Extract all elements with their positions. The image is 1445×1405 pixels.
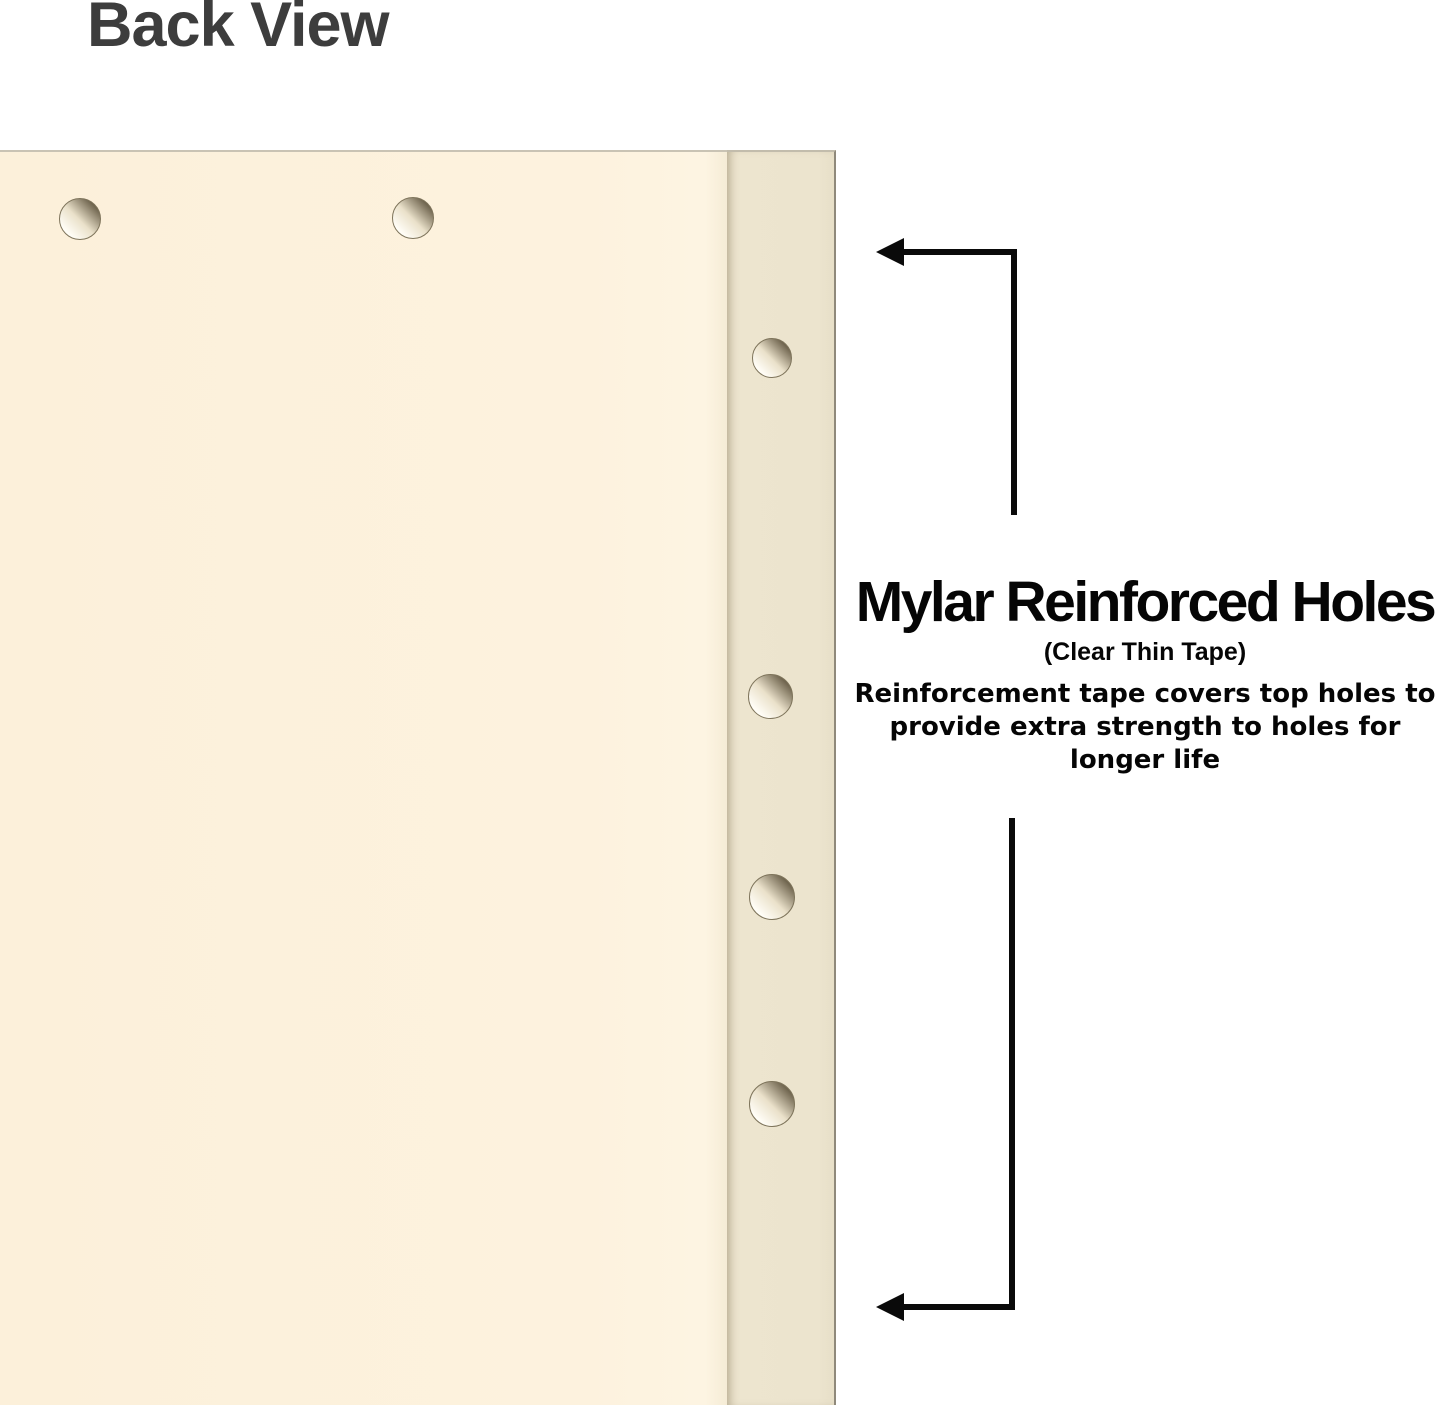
punch-hole-side-2 [748,674,793,719]
punch-hole-side-1 [752,338,792,378]
annotation-heading: Mylar Reinforced Holes [855,570,1435,634]
punch-hole-top-right [392,197,434,239]
annotation-description-line-1: Reinforcement tape covers top holes to [854,679,1436,709]
arrow-left-icon [876,1293,904,1321]
paper-edge-strip [727,150,836,1405]
top-bracket-horizontal-line [899,249,1017,255]
annotation-subheading: (Clear Thin Tape) [1043,638,1247,666]
bottom-bracket-vertical-line [1009,818,1015,1310]
top-bracket-vertical-line [1011,249,1017,515]
page-title: Back View [87,0,389,60]
paper-sheet [0,150,727,1405]
annotation-description-line-2: provide extra strength to holes for longer life [889,712,1401,775]
punch-hole-side-3 [749,874,795,920]
punch-hole-top-left [59,198,101,240]
punch-hole-side-4 [749,1081,795,1127]
bottom-bracket-horizontal-line [899,1304,1015,1310]
annotation-block [845,572,1445,777]
